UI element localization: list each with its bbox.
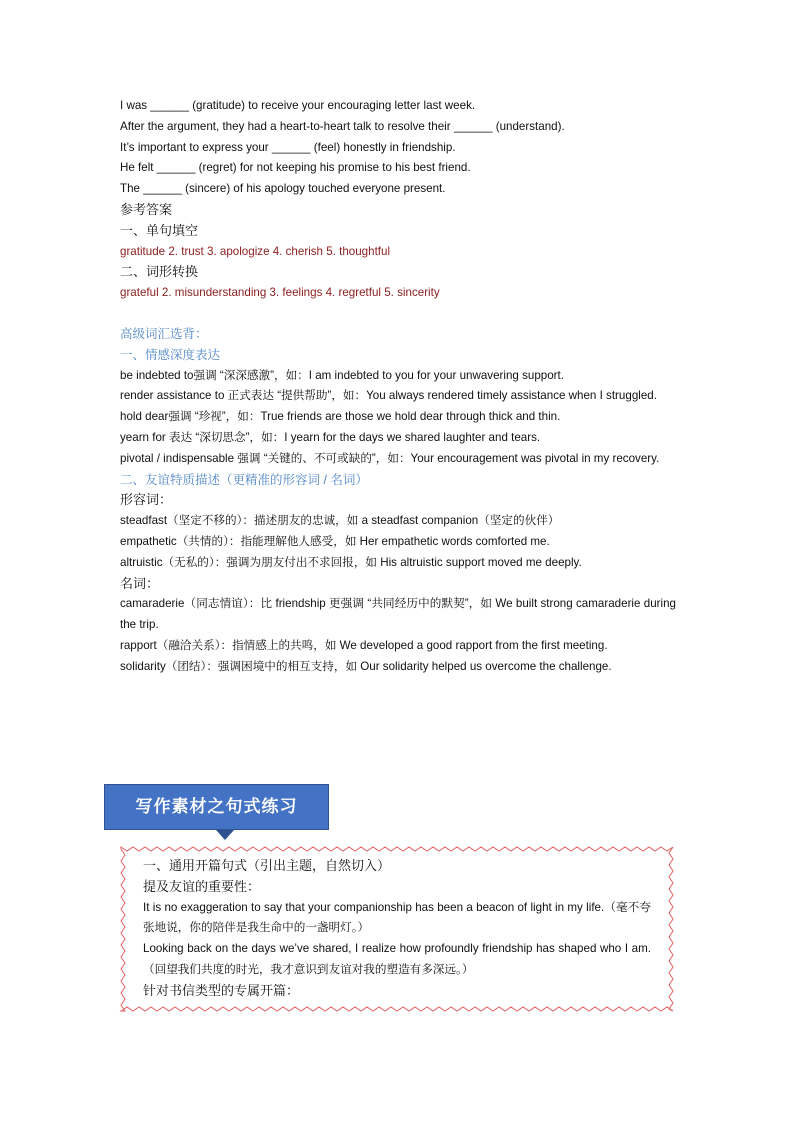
answers-heading: 参考答案 xyxy=(120,201,173,217)
noun-label: 名词： xyxy=(120,575,160,591)
answers-section1-values: gratitude 2. trust 3. apologize 4. cherish 5. thoughtful xyxy=(120,244,391,258)
banner-title: 写作素材之句式练习 xyxy=(135,797,298,817)
banner-pointer xyxy=(216,830,234,840)
noun-item: solidarity（团结）：强调困境中的相互支持，如 Our solidarity helped us overcome the challenge. xyxy=(120,659,612,673)
section-banner xyxy=(104,784,329,830)
vocab-item: pivotal / indispensable 强调 “关键的、不可或缺的”，如：Your encouragement was pivotal in my recovery. xyxy=(120,451,660,465)
vocab-section2-title: 二、友谊特质描述（更精准的形容词 / 名词） xyxy=(120,472,368,487)
vocab-item: hold dear强调 “珍视”，如：True friends are those we hold dear through thick and thin. xyxy=(120,410,561,424)
box-example: It is no exaggeration to say that your companionship has been a beacon of light in my life.（毫不夸张地说，你的陪伴是我生命中的一盏明灯。） xyxy=(143,900,651,935)
noun-item: rapport（融洽关系）：指情感上的共鸣，如 We developed a good rapport from the first meeting. xyxy=(120,638,608,652)
adjective-item: altruistic（无私的）：强调为朋友付出不求回报，如 His altruistic support moved me deeply. xyxy=(120,555,582,569)
box-subtitle: 提及友谊的重要性： xyxy=(143,878,261,894)
answers-section2-title: 二、词形转换 xyxy=(120,264,199,280)
answers-section2-values: grateful 2. misunderstanding 3. feelings 4. regretful 5. sincerity xyxy=(120,286,440,300)
exercise-sentence: I was ______ (gratitude) to receive your encouraging letter last week. xyxy=(120,99,476,112)
adjective-label: 形容词： xyxy=(120,492,173,508)
box-footer: 针对书信类型的专属开篇： xyxy=(143,982,300,998)
exercise-sentence: After the argument, they had a heart-to-heart talk to resolve their ______ (understand). xyxy=(120,119,565,133)
vocab-heading: 高级词汇选背： xyxy=(120,326,208,341)
document-body xyxy=(120,96,676,678)
spacer xyxy=(120,304,676,324)
exercise-sentence: He felt ______ (regret) for not keeping his promise to his best friend. xyxy=(120,161,471,175)
box-title: 一、通用开篇句式（引出主题，自然切入） xyxy=(143,858,391,873)
adjective-item: steadfast（坚定不移的）：描述朋友的忠诚，如 a steadfast companion（坚定的伙伴） xyxy=(120,514,560,528)
box-example: Looking back on the days we’ve shared, I realize how profoundly friendship has shaped who I am.（回望我们共度的时光，我才意识到友谊对我的塑造有多深远。） xyxy=(143,942,651,976)
exercise-sentence: The ______ (sincere) of his apology touched everyone present. xyxy=(120,182,446,196)
vocab-section1-title: 一、情感深度表达 xyxy=(120,347,221,362)
sentence-pattern-box xyxy=(118,844,676,1014)
noun-item: camaraderie（同志情谊）：比 friendship 更强调 “共同经历中的默契”，如 We built strong camaraderie during the trip. xyxy=(120,597,676,632)
vocab-item: render assistance to 正式表达 “提供帮助”，如：You always rendered timely assistance when I struggled. xyxy=(120,389,657,403)
vocab-item: be indebted to强调 “深深感激”，如：I am indebted to you for your unwavering support. xyxy=(120,368,564,382)
adjective-item: empathetic（共情的）：指能理解他人感受，如 Her empathetic words comforted me. xyxy=(120,534,550,548)
answers-section1-title: 一、单句填空 xyxy=(120,222,199,238)
exercise-sentence: It’s important to express your ______ (feel) honestly in friendship. xyxy=(120,140,456,154)
box-content xyxy=(143,856,651,1002)
vocab-item: yearn for 表达 “深切思念”，如：I yearn for the days we shared laughter and tears. xyxy=(120,430,541,444)
